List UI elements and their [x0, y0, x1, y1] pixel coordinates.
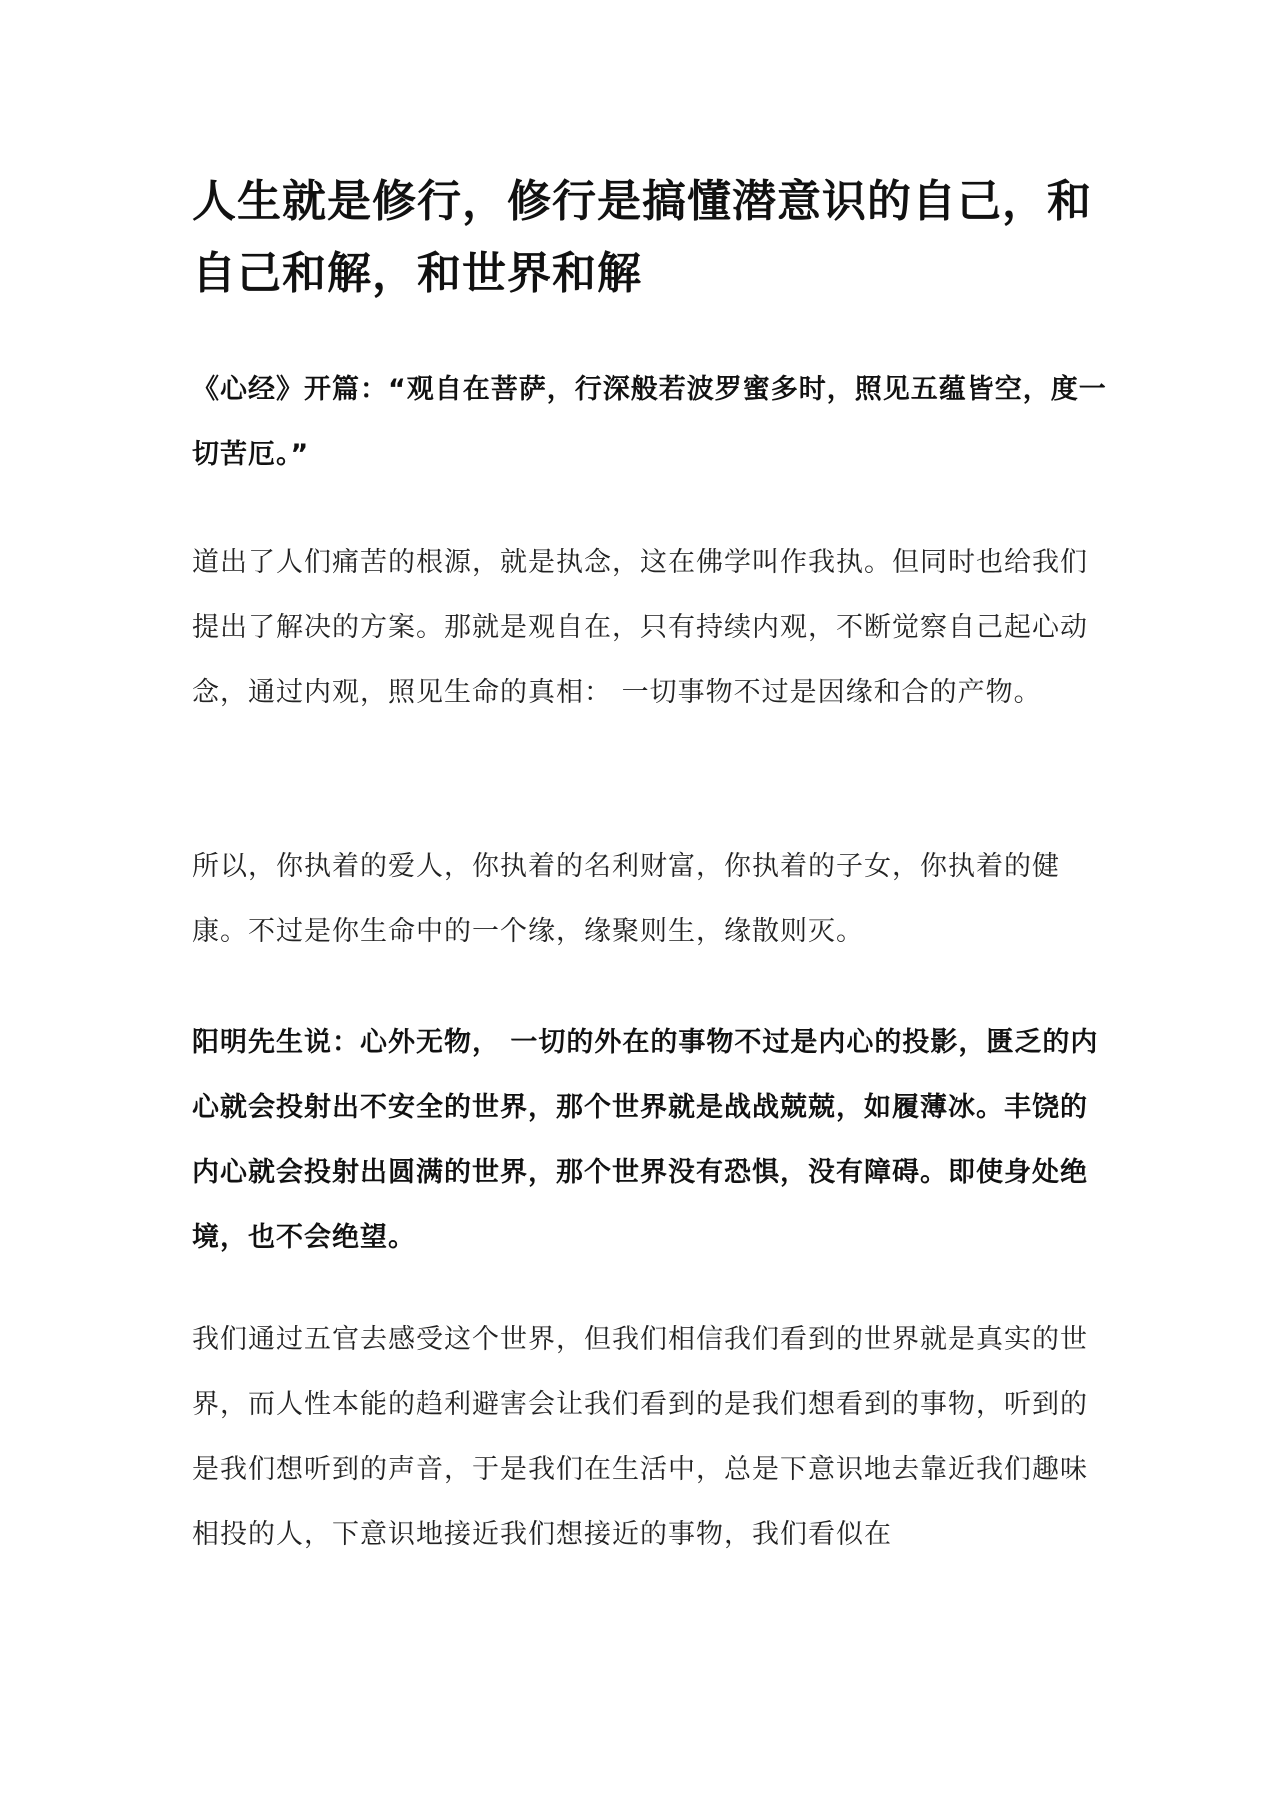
- paragraph-heart-sutra-quote: 《心经》开篇：“观自在菩萨，行深般若波罗蜜多时，照见五蕴皆空，度一切苦厄。”: [192, 374, 1107, 470]
- article-title: 人生就是修行，修行是搞懂潜意识的自己，和自己和解，和世界和解: [192, 176, 1092, 299]
- paragraph-attachments: 所以，你执着的爱人，你执着的名利财富，你执着的子女，你执着的健康。不过是你生命中的一个缘，缘聚则生，缘散则灭。: [192, 851, 1060, 947]
- paragraph-root-of-suffering: 道出了人们痛苦的根源，就是执念，这在佛学叫作我执。但同时也给我们提出了解决的方案。那就是观自在，只有持续内观，不断觉察自己起心动念，通过内观，照见生命的真相： 一切事物不过是因缘和合的产物。: [192, 547, 1088, 708]
- document-page: [192, 0, 1112, 1800]
- paragraph-five-senses: 我们通过五官去感受这个世界，但我们相信我们看到的世界就是真实的世界，而人性本能的趋利避害会让我们看到的是我们想看到的事物，听到的是我们想听到的声音，于是我们在生活中，总是下意识地去靠近我们趣味相投的人，下意识地接近我们想接近的事物，我们看似在: [192, 1324, 1088, 1550]
- paragraph-yangming-quote: 阳明先生说：心外无物， 一切的外在的事物不过是内心的投影，匮乏的内心就会投射出不安全的世界，那个世界就是战战兢兢，如履薄冰。丰饶的内心就会投射出圆满的世界，那个世界没有恐惧，没有障碍。即使身处绝境，也不会绝望。: [192, 1027, 1099, 1253]
